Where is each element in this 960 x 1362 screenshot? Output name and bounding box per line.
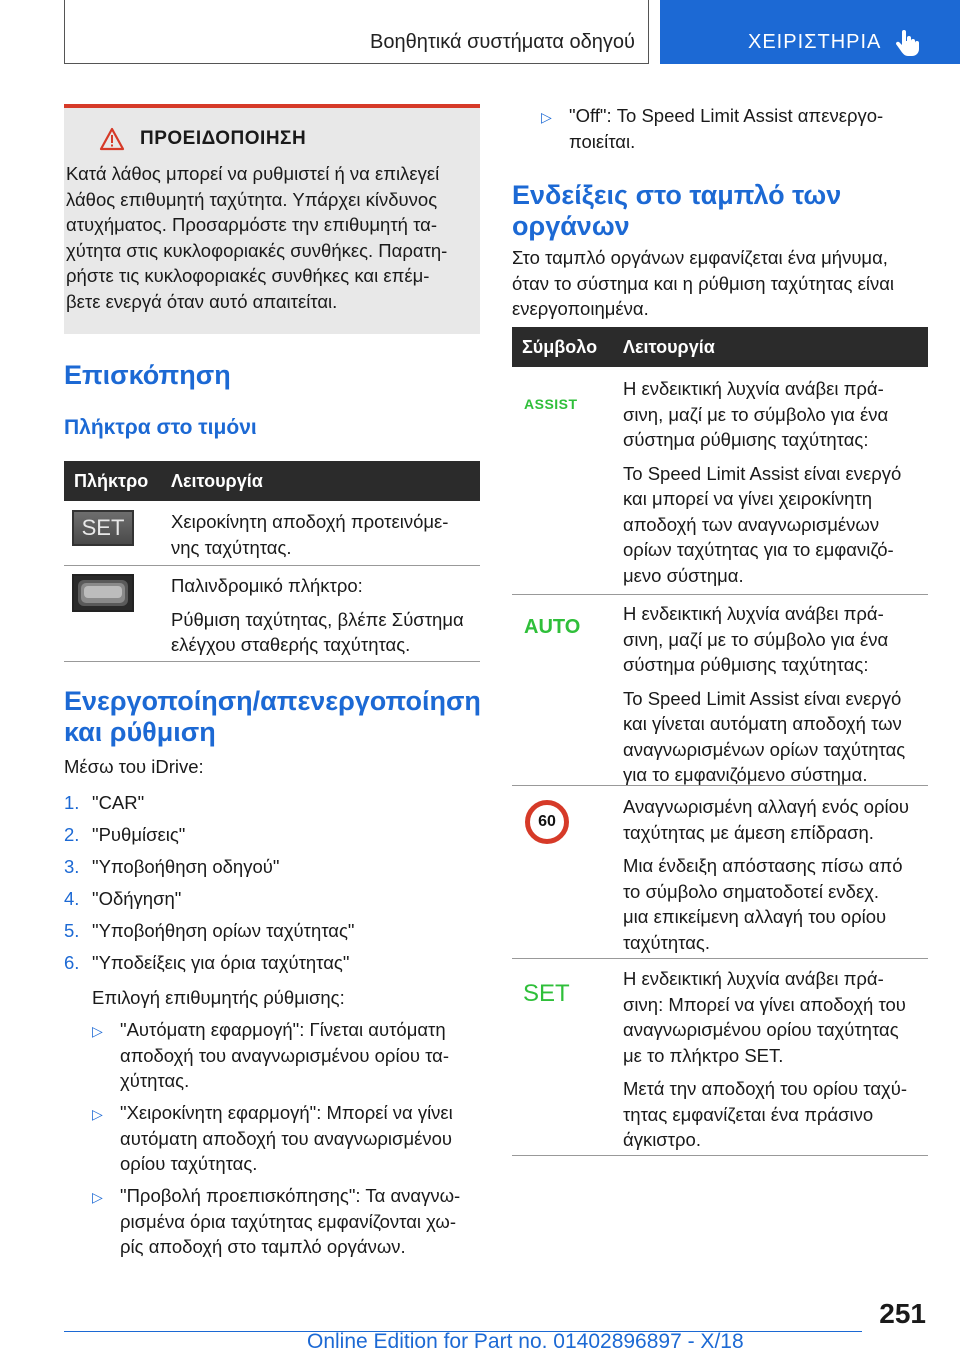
option-item: ▷ "Off": Το Speed Limit Assist απενεργο- ποιείται. bbox=[541, 105, 884, 152]
rocker-switch-icon bbox=[72, 574, 134, 612]
list-item: 3. "Υποβοήθηση οδηγού" bbox=[64, 856, 280, 877]
col-symbol-header: Σύμβολο bbox=[522, 337, 598, 357]
steering-buttons-subheading: Πλήκτρα στο τιμόνι bbox=[64, 416, 257, 439]
triangle-bullet-icon: ▷ bbox=[92, 1189, 103, 1205]
set-symbol: SET bbox=[523, 980, 570, 1007]
activation-steps-list bbox=[64, 790, 484, 982]
col-function-header: Λειτουργία bbox=[171, 471, 263, 491]
assist-function: Η ενδεικτική λυχνία ανάβει πρά- σινη, μαζί με το σύμβολο για ένα σύστημα ρύθμισης ταχύτητας: Το Speed Limit Assist είναι ενεργό και μπορεί να γίνει χειροκίνητη αποδοχή των αναγνωρισμένων ορίων ταχύτητας για το εμφανιζό- μενο σύστημα. bbox=[623, 378, 902, 586]
set-key-icon: SET bbox=[72, 510, 134, 546]
triangle-bullet-icon: ▷ bbox=[541, 109, 552, 125]
hand-pointer-icon bbox=[893, 28, 923, 58]
speed-limit-sign-icon: 60 bbox=[525, 800, 569, 844]
list-item: 4. "Οδήγηση" bbox=[64, 888, 182, 909]
set-key-function: Χειροκίνητη αποδοχή προτεινόμε- νης ταχύτητας. bbox=[171, 511, 449, 558]
assist-symbol: ASSIST bbox=[524, 396, 578, 412]
overview-heading: Επισκόπηση bbox=[64, 360, 231, 390]
indicators-heading: Ενδείξεις στο ταμπλό των οργάνων bbox=[512, 180, 842, 241]
warning-text: Κατά λάθος μπορεί να ρυθμιστεί ή να επιλεγεί λάθος επιθυμητή ταχύτητα. Υπάρχει κίνδυνος ατυχήματος. Προσαρμόστε την επιθυμητή τα- χύτητα στις κυκλοφοριακές συνθήκες. Παρατη- ρήστε τις κυκλοφοριακές συνθήκες και επέμ- βετε ενεργά όταν αυτό απαιτείται. bbox=[66, 163, 448, 312]
list-item: 2. "Ρυθμίσεις" bbox=[64, 824, 186, 845]
option-item: ▷ "Αυτόματη εφαρμογή": Γίνεται αυτόματη αποδοχή του αναγνωρισμένου ορίου τα- χύτητας. bbox=[92, 1019, 450, 1091]
speed-limit-function: Αναγνωρισμένη αλλαγή ενός ορίου ταχύτητας με άμεση επίδραση. Μια ένδειξη απόστασης πίσω από το σύμβολο σηματοδοτεί ενδεχ. μια επικείμενη αλλαγή του ορίου ταχύτητας. bbox=[623, 796, 909, 953]
indicators-intro: Στο ταμπλό οργάνων εμφανίζεται ένα μήνυμα, όταν το σύστημα και η ρύθμιση ταχύτητας είναι ενεργοποιημένα. bbox=[512, 247, 894, 319]
buttons-table-header bbox=[64, 461, 480, 501]
activation-intro: Μέσω του iDrive: bbox=[64, 756, 204, 777]
list-item: 1. "CAR" bbox=[64, 792, 145, 813]
auto-function: Η ενδεικτική λυχνία ανάβει πρά- σινη, μαζί με το σύμβολο για ένα σύστημα ρύθμισης ταχύτητας: Το Speed Limit Assist είναι ενεργό και γίνεται αυτόματη αποδοχή των αναγνωρισμένων ορίων ταχύτητας για το εμφανιζόμενο σύστημα. bbox=[623, 603, 906, 785]
option-item: ▷ "Χειροκίνητη εφαρμογή": Μπορεί να γίνει αυτόματη αποδοχή του αναγνωρισμένου ορίου ταχύτητας. bbox=[92, 1102, 453, 1174]
header-chapter-label[interactable]: ΧΕΙΡΙΣΤΗΡΙΑ bbox=[748, 31, 882, 53]
col-button-header: Πλήκτρο bbox=[74, 471, 149, 491]
warning-triangle-icon bbox=[99, 127, 125, 151]
header-section-title: Βοηθητικά συστήματα οδηγού bbox=[370, 31, 635, 53]
rocker-switch-function: Παλινδρομικό πλήκτρο: Ρύθμιση ταχύτητας, βλέπε Σύστημα ελέγχου σταθερής ταχύτητας. bbox=[171, 575, 464, 655]
page-number: 251 bbox=[879, 1298, 926, 1329]
option-item: ▷ "Προβολή προεπισκόπησης": Τα αναγνω- ρισμένα όρια ταχύτητας εμφανίζονται χω- ρίς αποδοχή στο ταμπλό οργάνων. bbox=[92, 1185, 461, 1257]
triangle-bullet-icon: ▷ bbox=[92, 1023, 103, 1039]
list-item: 6. "Υποδείξεις για όρια ταχύτητας" bbox=[64, 952, 350, 973]
auto-symbol: AUTO bbox=[524, 616, 581, 638]
set-function: Η ενδεικτική λυχνία ανάβει πρά- σινη: Μπορεί να γίνει αποδοχή του αναγνωρισμένου ορίου ταχύτητας με το πλήκτρο SET. Μετά την αποδοχή του ορίου ταχύ- τητας εμφανίζεται ένα πράσινο άγκιστρο. bbox=[623, 968, 908, 1150]
choice-intro: Επιλογή επιθυμητής ρύθμισης: bbox=[92, 987, 345, 1008]
triangle-bullet-icon: ▷ bbox=[92, 1106, 103, 1122]
warning-title: ΠΡΟΕΙΔΟΠΟΙΗΣΗ bbox=[140, 128, 307, 149]
symbols-table-header bbox=[512, 327, 928, 367]
footer-edition: Online Edition for Part no. 01402896897 - X/18 bbox=[307, 1330, 744, 1353]
col-function-header: Λειτουργία bbox=[623, 337, 715, 357]
list-item: 5. "Υποβοήθηση ορίων ταχύτητας" bbox=[64, 920, 355, 941]
activation-heading: Ενεργοποίηση/απενεργοποίηση και ρύθμιση bbox=[64, 686, 481, 747]
